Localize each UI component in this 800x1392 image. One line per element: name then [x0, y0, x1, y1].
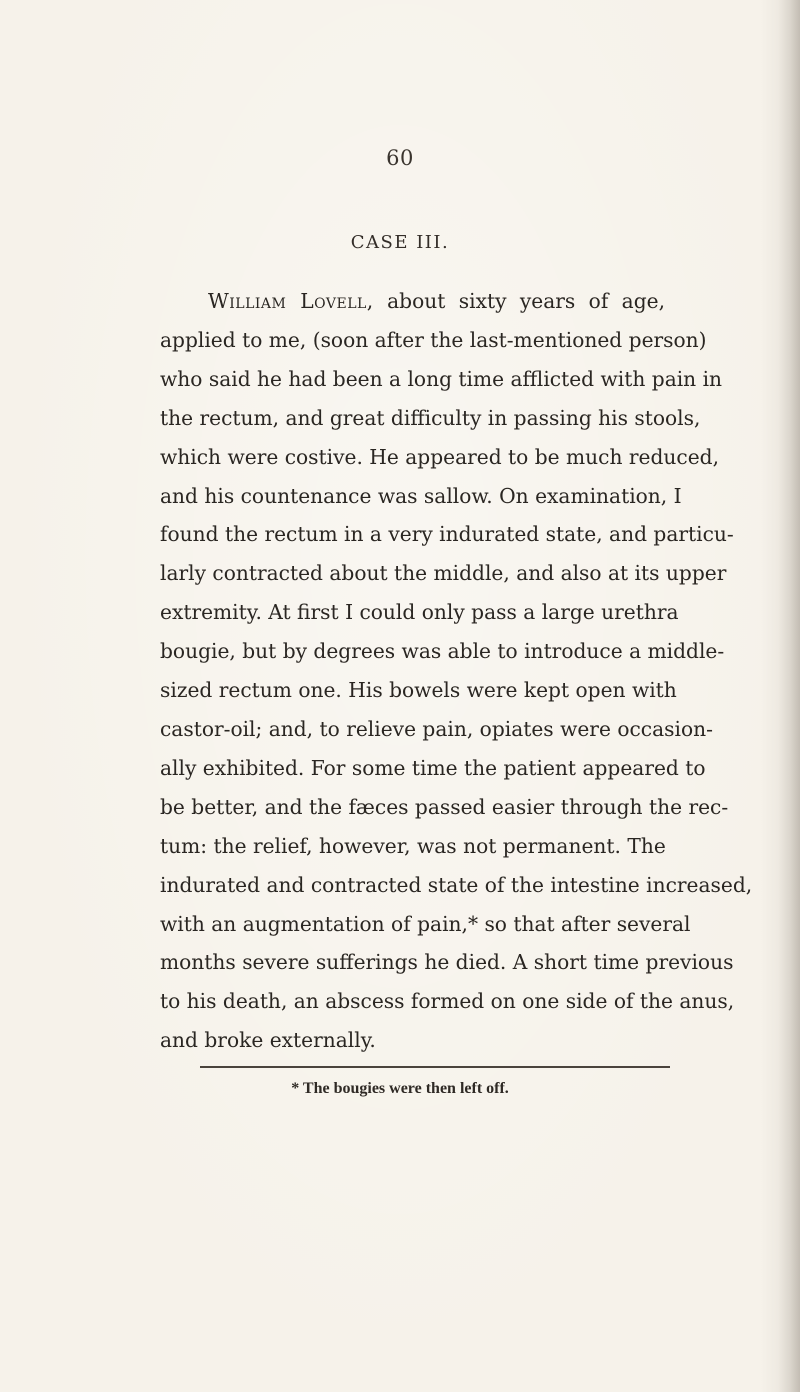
footnote-rule — [200, 1066, 670, 1068]
body-line: with an augmentation of pain,* so that after several — [160, 911, 691, 936]
body-line: to his death, an abscess formed on one side of the anus, — [160, 989, 735, 1014]
footnote: * The bougies were then left off. — [291, 1080, 509, 1097]
page-number: 60 — [386, 146, 414, 170]
body-line: applied to me, (soon after the last-mentioned person) — [160, 327, 707, 352]
body-line: found the rectum in a very indurated state, and particu- — [160, 522, 734, 547]
body-line: months severe sufferings he died. A short time previous — [160, 950, 734, 975]
body-line: extremity. At first I could only pass a large urethra — [160, 600, 679, 625]
body-line: who said he had been a long time afflicted with pain in — [160, 366, 723, 391]
body-line: bougie, but by degrees was able to introduce a middle- — [160, 639, 725, 664]
body-line: and broke externally. — [160, 1028, 376, 1053]
body-line: indurated and contracted state of the intestine increased, — [160, 872, 753, 897]
body-line: William Lovell, about sixty years of age, — [208, 289, 666, 313]
body-line: ally exhibited. For some time the patient appeared to — [160, 755, 706, 780]
body-line: and his countenance was sallow. On examination, I — [160, 483, 682, 508]
page-edge-shadow — [778, 0, 800, 1392]
case-heading: CASE III. — [350, 232, 450, 253]
body-line: tum: the relief, however, was not permanent. The — [160, 833, 666, 858]
body-line: the rectum, and great difficulty in passing his stools, — [160, 405, 701, 430]
patient-name: William Lovell, — [208, 289, 374, 313]
body-line: larly contracted about the middle, and also at its upper — [160, 561, 727, 586]
body-line: castor-oil; and, to relieve pain, opiates were occasion- — [160, 716, 713, 741]
case-body-text — [160, 282, 753, 1060]
body-line: be better, and the fæces passed easier through the rec- — [160, 794, 729, 819]
body-line: sized rectum one. His bowels were kept open with — [160, 678, 677, 703]
body-line: which were costive. He appeared to be much reduced, — [160, 444, 720, 469]
